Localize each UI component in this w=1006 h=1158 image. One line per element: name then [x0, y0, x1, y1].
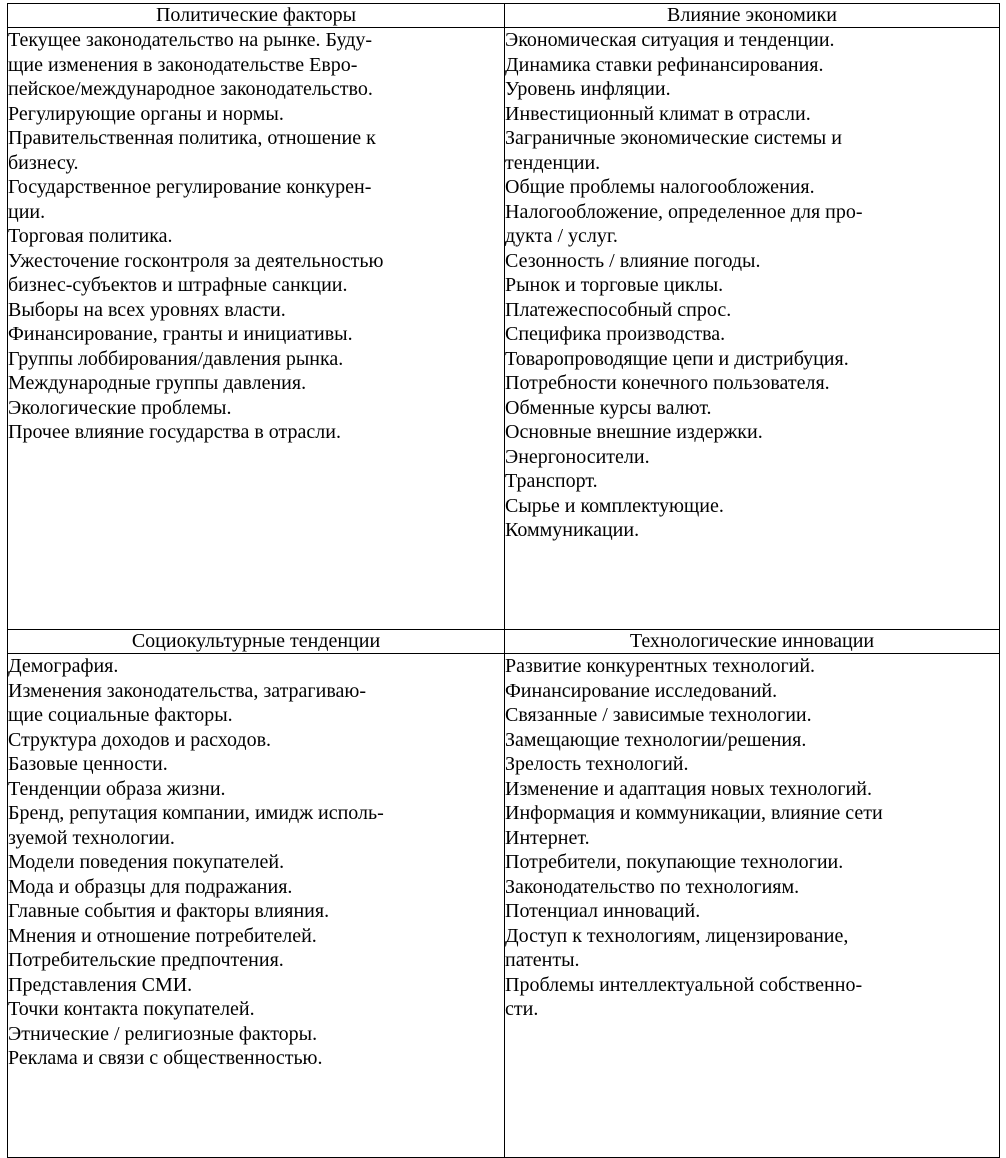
- header-row-top: [8, 4, 1000, 28]
- list-line: бизнес-субъектов и штрафные санкции.: [8, 274, 348, 296]
- list-line: Реклама и связи с общественностью.: [8, 1047, 323, 1069]
- list-line: Базовые ценности.: [8, 753, 168, 775]
- economic-influence-header: Влияние экономики: [505, 4, 1000, 28]
- list-line: Экономическая ситуация и тенденции.: [505, 29, 835, 51]
- content-row-top: [8, 28, 1000, 630]
- list-line: Торговая политика.: [8, 225, 173, 247]
- list-line: Тенденции образа жизни.: [8, 777, 226, 800]
- list-line: бизнесу.: [8, 151, 79, 174]
- list-line: Текущее законодательство на рынке. Буду-: [8, 29, 373, 51]
- list-line: ции.: [8, 200, 46, 223]
- list-line: Инвестиционный климат в отрасли.: [505, 102, 811, 125]
- list-line: щие социальные факторы.: [8, 704, 233, 726]
- list-line: Потребности конечного пользователя.: [505, 372, 830, 394]
- list-line: зуемой технологии.: [8, 826, 175, 849]
- list-line: Сезонность / влияние погоды.: [505, 249, 761, 272]
- political-factors-list: [8, 28, 505, 630]
- list-line: Выборы на всех уровнях власти.: [8, 298, 286, 321]
- list-line: Рынок и торговые циклы.: [505, 274, 724, 296]
- list-line: тенденции.: [505, 151, 601, 174]
- list-line: Заграничные экономические системы и: [505, 127, 842, 149]
- list-line: Финансирование исследований.: [505, 679, 778, 702]
- list-line: Международные группы давления.: [8, 372, 307, 394]
- list-line: Общие проблемы налогообложения.: [505, 176, 815, 198]
- header-row-bottom: [8, 630, 1000, 654]
- list-line: Группы лоббирования/давления рынка.: [8, 347, 344, 370]
- list-line: Мода и образцы для подражания.: [8, 875, 293, 898]
- list-line: Бренд, репутация компании, имидж исполь-: [8, 802, 384, 824]
- list-line: Зрелость технологий.: [505, 753, 689, 775]
- list-line: Основные внешние издержки.: [505, 421, 763, 443]
- list-line: дукта / услуг.: [505, 225, 618, 247]
- list-line: Потенциал инноваций.: [505, 900, 701, 922]
- list-line: Точки контакта покупателей.: [8, 998, 255, 1020]
- list-line: Коммуникации.: [505, 519, 640, 541]
- list-line: патенты.: [505, 949, 580, 971]
- list-line: Мнения и отношение потребителей.: [8, 924, 317, 947]
- list-line: Демография.: [8, 655, 119, 677]
- sociocultural-trends-header: Социокультурные тенденции: [8, 630, 505, 654]
- list-line: Структура доходов и расходов.: [8, 728, 272, 751]
- list-line: Сырье и комплектующие.: [505, 494, 724, 517]
- list-line: Развитие конкурентных технологий.: [505, 655, 816, 677]
- pest-analysis-table: [7, 3, 1000, 1158]
- list-line: щие изменения в законодательстве Евро-: [8, 53, 358, 76]
- list-line: Доступ к технологиям, лицензирование,: [505, 924, 849, 947]
- political-factors-header: Политические факторы: [8, 4, 505, 28]
- technological-innovations-header: Технологические инновации: [505, 630, 1000, 654]
- list-line: Государственное регулирование конкурен-: [8, 176, 372, 198]
- list-line: Изменения законодательства, затрагиваю-: [8, 679, 366, 702]
- list-line: Уровень инфляции.: [505, 78, 671, 100]
- list-line: Регулирующие органы и нормы.: [8, 102, 284, 125]
- list-line: Налогообложение, определенное для про-: [505, 200, 863, 223]
- list-line: Энергоносители.: [505, 445, 650, 468]
- list-line: пейское/международное законодательство.: [8, 78, 373, 100]
- sociocultural-trends-list: [8, 654, 505, 1158]
- list-line: Экологические проблемы.: [8, 396, 232, 419]
- list-line: Платежеспособный спрос.: [505, 298, 732, 321]
- list-line: Информация и коммуникации, влияние сети: [505, 802, 883, 824]
- list-line: Обменные курсы валют.: [505, 396, 712, 419]
- list-line: Ужесточение госконтроля за деятельностью: [8, 249, 384, 272]
- list-line: Динамика ставки рефинансирования.: [505, 53, 824, 76]
- content-row-bottom: [8, 654, 1000, 1158]
- economic-influence-list: [505, 28, 1000, 630]
- list-line: Главные события и факторы влияния.: [8, 900, 330, 922]
- list-line: Интернет.: [505, 826, 590, 849]
- list-line: Потребители, покупающие технологии.: [505, 851, 844, 873]
- list-line: Замещающие технологии/решения.: [505, 728, 807, 751]
- list-line: Финансирование, гранты и инициативы.: [8, 323, 353, 345]
- list-line: Правительственная политика, отношение к: [8, 127, 376, 149]
- technological-innovations-list: [505, 654, 1000, 1158]
- list-line: сти.: [505, 998, 539, 1020]
- list-line: Представления СМИ.: [8, 973, 193, 996]
- list-line: Изменение и адаптация новых технологий.: [505, 777, 872, 800]
- list-line: Проблемы интеллектуальной собственно-: [505, 973, 863, 996]
- list-line: Транспорт.: [505, 470, 598, 492]
- list-line: Модели поведения покупателей.: [8, 851, 285, 873]
- list-line: Прочее влияние государства в отрасли.: [8, 421, 341, 443]
- list-line: Законодательство по технологиям.: [505, 875, 800, 898]
- list-line: Связанные / зависимые технологии.: [505, 704, 812, 726]
- list-line: Потребительские предпочтения.: [8, 949, 284, 971]
- list-line: Специфика производства.: [505, 323, 726, 345]
- list-line: Этнические / религиозные факторы.: [8, 1022, 318, 1045]
- list-line: Товаропроводящие цепи и дистрибуция.: [505, 347, 849, 370]
